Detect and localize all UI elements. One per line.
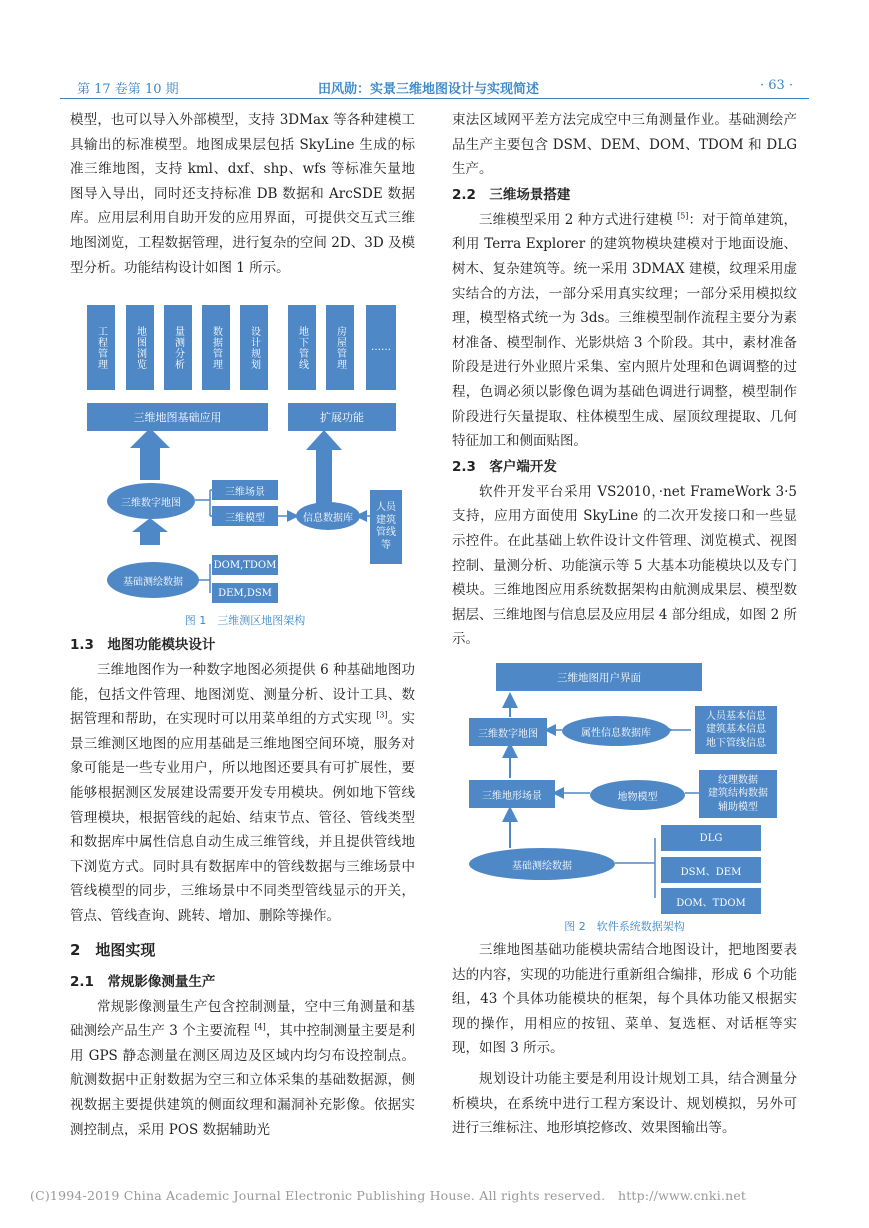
paragraph: 软件开发平台采用 VS2010，·net FrameWork 3·5 支持，应用方面使用 SkyLine 的二次开发接口和一些显示控件。在此基础上软件设计文件管理、浏览模式、视图控制、量测分析、功能演示等 5 大基本功能模块以及专门模块。三维地图应用系统数据架构由航测成果层、模型数据层、三维地图与信息层及应用层 4 部分组成，如图 2 所示。 <box>452 483 797 648</box>
text-run: 三维地图作为一种数字地图必须提供 6 种基础地图功能，包括文件管理、地图浏览、测量分析、设计工具、数据管理和帮助，在实现时可以用菜单组的方式实现 <box>70 662 415 728</box>
model-item: 建筑结构数据 <box>708 788 768 800</box>
ellipse-object-model: 地物模型 <box>590 780 685 810</box>
ellipse-digital-map: 三维数字地图 <box>107 483 195 519</box>
model-item: 纹理数据 <box>718 774 758 786</box>
figure-2-caption: 图 2 软件系统数据架构 <box>564 920 685 933</box>
paragraph <box>452 208 797 454</box>
copyright-footer: (C)1994-2019 China Academic Journal Electronic Publishing House. All rights reserved. http://www.cnki.net <box>30 1188 747 1203</box>
box-model-list <box>699 770 777 818</box>
box-dom-tdom: DOM,TDOM <box>212 555 278 575</box>
journal-issue: 第 17 卷第 10 期 <box>77 82 179 97</box>
paragraph: 三维地图基础功能模块需结合地图设计，把地图要表达的内容，实现的功能进行重新组合编排，形成 6 个功能组，43 个具体功能模块的框架，每个具体功能又根据实现的操作，用相应的按钮、菜单、复选框、对话框等实现，如图 3 所示。 <box>452 942 797 1057</box>
box-extend: 扩展功能 <box>288 403 396 431</box>
box-base-app: 三维地图基础应用 <box>87 403 268 431</box>
ellipse-survey-data: 基础测绘数据 <box>107 562 199 598</box>
figure-1-caption: 图 1 三维测区地图架构 <box>184 614 306 627</box>
right-column-bottom <box>452 938 797 1141</box>
box-terrain-scene: 三维地形场景 <box>469 780 555 808</box>
right-column-top <box>452 108 797 652</box>
box-data-mgmt: 数据管理 <box>202 305 230 390</box>
ellipse-info-db: 信息数据库 <box>296 502 360 530</box>
box-3d-model: 三维模型 <box>212 506 278 526</box>
paragraph: 束法区域网平差方法完成空中三角测量作业。基础测绘产品生产主要包含 DSM、DEM、DOM、TDOM 和 DLG 生产。 <box>452 112 797 178</box>
section-heading-1-3: 1.3 地图功能模块设计 <box>70 637 216 653</box>
section-heading-2-2: 2.2 三维场景搭建 <box>452 186 571 203</box>
model-item: 辅助模型 <box>718 801 758 813</box>
figure-1 <box>70 300 420 610</box>
box-map-browse: 地图浏览 <box>126 305 154 390</box>
box-ellipsis: …… <box>366 305 396 390</box>
box-dlg: DLG <box>661 825 761 851</box>
text-run: ：对于简单建筑，利用 Terra Explorer 的建筑物模块建模对于地面设施、树木、复杂建筑等。统一采用 3DMAX 建模，纹理采用虚实结合的方法，一部分采用真实纹理；一部分采用模拟纹理，模型格式统一为 3ds。三维模型制作流程主要分为素材准备、模型制作、光影烘焙 3 个阶段。其中，素材准备阶段是进行外业照片采集、室内照片处理和色调调整的过程，色调必须以影像色调为基础色调进行调整，模型制作阶段进行矢量提取、柱体模型生成、屋顶纹理提取、几何特征加工和侧面贴图。 <box>452 211 797 450</box>
citation: [5] <box>677 211 689 221</box>
box-engineering-mgmt: 工程管理 <box>87 305 115 390</box>
paragraph <box>70 995 415 1143</box>
paragraph: 模型，也可以导入外部模型，支持 3DMax 等各种建模工具输出的标准模型。地图成果层包括 SkyLine 生成的标准三维地图，支持 kml、dxf、shp、wfs 等标准矢量地图导入导出，同时还支持标准 DB 数据和 ArcSDE 数据库。应用层利用自助开发的应用界面，可提供交互式三维地图浏览，工程数据管理，进行复杂的空间 2D、3D 及模型分析。功能结构设计如图 1 所示。 <box>70 112 415 276</box>
box-dsm-dem: DSM、DEM <box>661 857 761 883</box>
box-people: 人员建筑管线等 <box>370 490 402 564</box>
citation: [3] <box>376 710 388 720</box>
paragraph <box>70 658 415 929</box>
box-info-list <box>695 706 777 754</box>
left-column-top <box>70 108 415 280</box>
box-housing-mgmt: 房屋管理 <box>326 305 354 390</box>
text-run: 。实景三维测区地图的应用基础是三维地图空间环境，服务对象可能是一些专业用户，所以地图还要具有可扩展性，要能够根据测区发展建设需要开发专用模块。例如地下管线管理模块，根据管线的起始、结束节点、管径、管线类型和数据库中属性信息自动生成三维管线，并且提供管线地下浏览方式。同时具有数据库中的管线数据与三维场景中管线模型的同步，三维场景中不同类型管线显示的开关，管点、管线查询、跳转、增加、删除等操作。 <box>70 711 416 924</box>
section-heading-2: 2 地图实现 <box>70 940 156 959</box>
box-digital-map: 三维数字地图 <box>469 718 547 746</box>
section-heading-2-3: 2.3 客户端开发 <box>452 458 557 475</box>
box-dom-tdom: DOM、TDOM <box>661 888 761 914</box>
box-user-interface: 三维地图用户界面 <box>496 663 702 691</box>
info-item: 地下管线信息 <box>706 737 766 749</box>
section-heading-2-1: 2.1 常规影像测量生产 <box>70 973 216 990</box>
left-column-bottom <box>70 632 415 1142</box>
box-dem-dsm: DEM,DSM <box>212 583 278 603</box>
paragraph: 规划设计功能主要是利用设计规划工具，结合测量分析模块，在系统中进行工程方案设计、规划模拟，另外可进行三维标注、地形填挖修改、效果图输出等。 <box>452 1070 797 1137</box>
text-run: 常规影像测量生产包含控制测量，空中三角测量和基础测绘产品生产 3 个主要流程 <box>70 998 415 1040</box>
citation: [4] <box>254 1022 266 1032</box>
text-run: 三维模型采用 2 种方式进行建模 <box>479 211 678 228</box>
figure-2 <box>455 658 800 916</box>
header-rule <box>60 98 809 99</box>
info-item: 建筑基本信息 <box>706 724 766 736</box>
box-underground-pipeline: 地下管线 <box>288 305 316 390</box>
ellipse-attr-db: 属性信息数据库 <box>562 716 670 746</box>
page-number: · 63 · <box>760 78 794 93</box>
text-run: ，其中控制测量主要是利用 GPS 静态测量在测区周边及区域内均匀布设控制点。航测数据中正射数据为空三和立体采集的基础数据源，侧视数据主要提供建筑的侧面纹理和漏洞补充影像。依据实测控制点，采用 POS 数据辅助光 <box>70 1023 415 1138</box>
running-title: 田风勋：实景三维地图设计与实现简述 <box>318 82 540 97</box>
info-item: 人员基本信息 <box>706 710 766 722</box>
ellipse-survey-data: 基础测绘数据 <box>469 848 615 880</box>
box-3d-scene: 三维场景 <box>212 480 278 500</box>
box-measure-analysis: 量测分析 <box>164 305 192 390</box>
box-design-plan: 设计规划 <box>240 305 268 390</box>
